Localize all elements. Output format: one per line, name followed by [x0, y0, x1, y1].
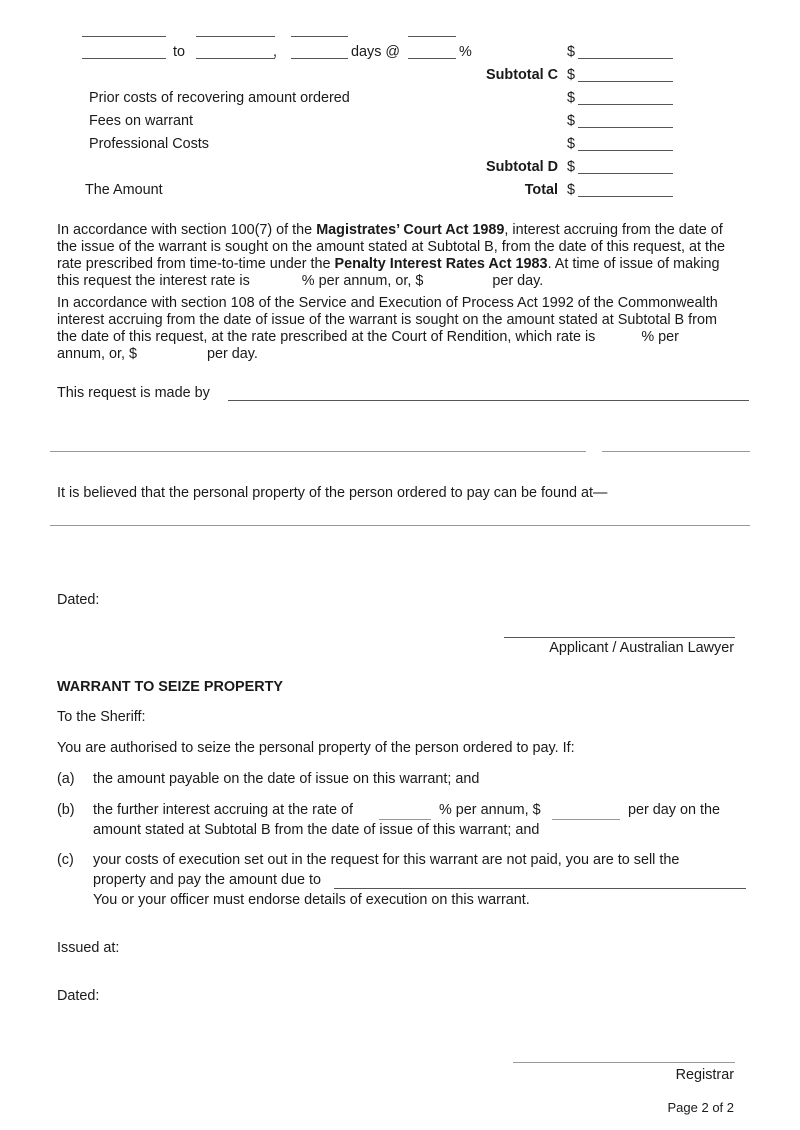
subtotal-c-label: Subtotal C — [486, 67, 558, 83]
professional-costs-field[interactable] — [578, 150, 673, 151]
act-name-magistrates: Magistrates’ Court Act 1989 — [316, 222, 505, 238]
para-text: . At time of issue of making — [547, 256, 720, 272]
total-label: Total — [524, 182, 558, 198]
to-sheriff-label: To the Sheriff: — [57, 709, 146, 725]
para-text: per day. — [207, 346, 258, 362]
registrar-label: Registrar — [675, 1067, 734, 1083]
dollar-sign: $ — [567, 90, 576, 106]
item-text: amount stated at Subtotal B from the date of issue of this warrant; and — [93, 822, 540, 838]
para-text: rate prescribed from time-to-time under the — [57, 256, 335, 272]
amount-due-to-field[interactable] — [334, 888, 746, 889]
authorised-text: You are authorised to seize the personal property of the person ordered to pay. If: — [57, 740, 575, 756]
professional-costs-label: Professional Costs — [89, 136, 209, 152]
item-text: per day on the — [628, 802, 721, 818]
dollar-sign: $ — [567, 159, 576, 175]
applicant-lawyer-label: Applicant / Australian Lawyer — [549, 640, 734, 656]
applicant-signature-line[interactable] — [504, 637, 735, 638]
item-text: your costs of execution set out in the request for this warrant are not paid, you are to sell the — [93, 852, 680, 868]
applicant-name-field[interactable] — [50, 451, 586, 452]
property-location-field[interactable] — [50, 525, 750, 526]
para-text: the issue of the warrant is sought on the amount stated at Subtotal B, from the date of this request, at the — [57, 239, 725, 255]
comma: , — [273, 44, 277, 60]
item-text: You or your officer must endorse details of execution on this warrant. — [93, 892, 530, 908]
days-at-label: days @ — [351, 44, 401, 60]
interest-paragraph-commonwealth — [57, 295, 757, 363]
item-label: (a) — [57, 771, 75, 787]
item-label: (b) — [57, 802, 75, 818]
dollar-sign: $ — [567, 136, 576, 152]
para-text: per day. — [492, 273, 544, 289]
prior-costs-field[interactable] — [578, 104, 673, 105]
subtotal-d-field[interactable] — [578, 173, 673, 174]
to-date-field[interactable] — [196, 58, 275, 59]
dollar-sign: $ — [567, 67, 576, 83]
dollar-sign: $ — [567, 182, 576, 198]
item-text: the amount payable on the date of issue on this warrant; and — [93, 771, 480, 787]
blank-line — [408, 36, 456, 37]
registrar-signature-line[interactable] — [513, 1062, 735, 1063]
subtotal-d-label: Subtotal D — [486, 159, 558, 175]
item-label: (c) — [57, 852, 74, 868]
para-text: interest accruing from the date of issue of the warrant is sought on the amount stated at Subtotal B from — [57, 312, 717, 328]
from-date-field[interactable] — [82, 58, 166, 59]
request-made-by-field[interactable] — [228, 400, 749, 401]
dollar-sign: $ — [567, 113, 576, 129]
percent-label: % — [459, 44, 472, 60]
dollar-sign: $ — [567, 44, 576, 60]
interest-amount-field[interactable] — [578, 58, 673, 59]
page-number: Page 2 of 2 — [667, 1100, 734, 1115]
blank-line — [196, 36, 275, 37]
request-made-by-label: This request is made by — [57, 385, 210, 401]
interest-paragraph-magistrates — [57, 222, 757, 290]
item-text: % per annum, $ — [439, 802, 541, 818]
subtotal-c-field[interactable] — [578, 81, 673, 82]
para-text: , interest accruing from the date of — [504, 222, 723, 238]
warrant-dated-label: Dated: — [57, 988, 100, 1004]
para-text: annum, or, $ — [57, 346, 137, 362]
rate-field[interactable] — [408, 58, 456, 59]
prior-costs-label: Prior costs of recovering amount ordered — [89, 90, 350, 106]
para-text: % per annum, or, $ — [301, 273, 424, 289]
fees-on-warrant-label: Fees on warrant — [89, 113, 193, 129]
fees-field[interactable] — [578, 127, 673, 128]
act-name-penalty-interest: Penalty Interest Rates Act 1983 — [334, 256, 548, 272]
issued-at-label: Issued at: — [57, 940, 120, 956]
blank-line — [291, 36, 348, 37]
the-amount-label: The Amount — [85, 182, 163, 198]
total-field[interactable] — [578, 196, 673, 197]
para-text: In accordance with section 108 of the Service and Execution of Process Act 1992 of the Commonwealth — [57, 295, 718, 311]
dated-label: Dated: — [57, 592, 100, 608]
days-field[interactable] — [291, 58, 348, 59]
warrant-per-day-field[interactable] — [552, 819, 620, 820]
blank-line — [82, 36, 166, 37]
applicant-extra-field[interactable] — [602, 451, 750, 452]
para-text: this request the interest rate is — [57, 273, 250, 289]
para-text: In accordance with section 100(7) of the — [57, 222, 317, 238]
warrant-heading: WARRANT TO SEIZE PROPERTY — [57, 679, 284, 695]
para-text: the date of this request, at the rate prescribed at the Court of Rendition, which rate is — [57, 329, 596, 345]
item-text: property and pay the amount due to — [93, 872, 322, 888]
property-found-at-label: It is believed that the personal property of the person ordered to pay can be found at— — [57, 485, 608, 501]
item-text: the further interest accruing at the rate of — [93, 802, 353, 818]
to-label: to — [173, 44, 186, 60]
para-text: % per — [641, 329, 679, 345]
warrant-rate-field[interactable] — [379, 819, 431, 820]
